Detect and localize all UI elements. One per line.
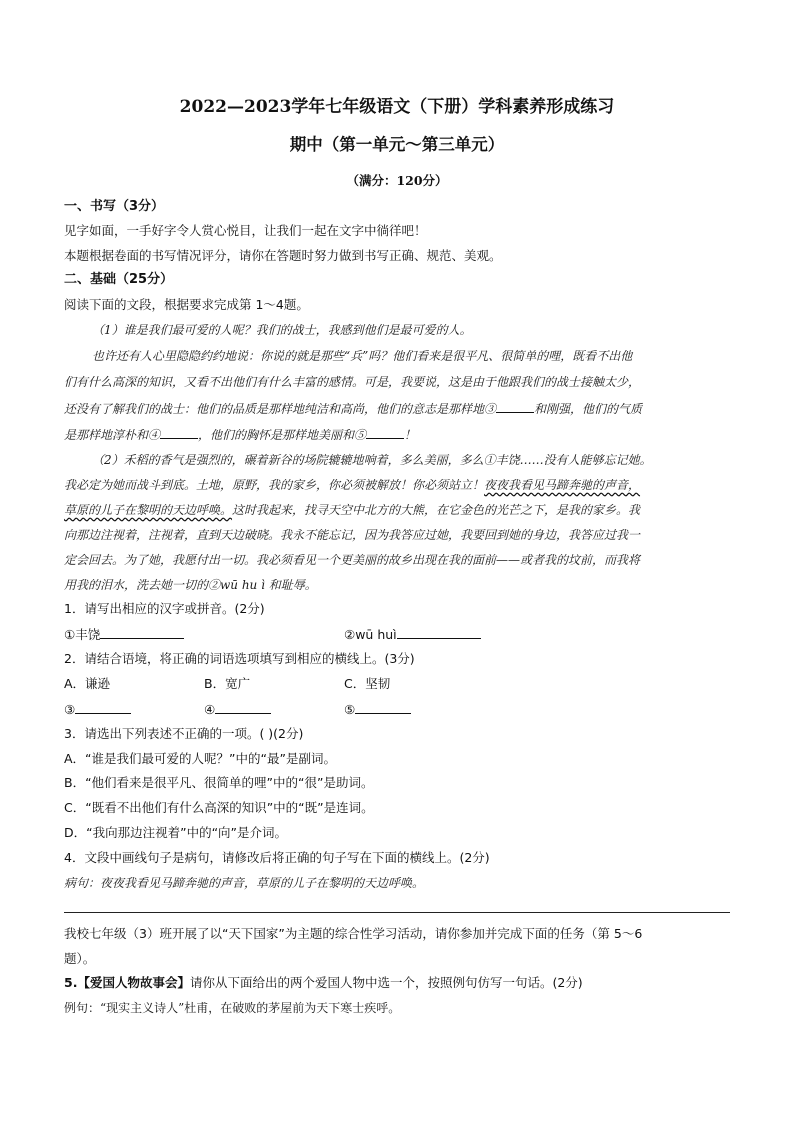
q5-example-sentence: 例句：“现实主义诗人”杜甫，在破败的茅屋前为天下寒士疾呼。: [64, 1001, 401, 1015]
q2-blank-row-3: [64, 700, 131, 719]
total-score: （满分：120分）: [346, 173, 448, 188]
passage-3-line-3: [64, 501, 640, 519]
q2-blank-4-label: ④: [204, 702, 216, 717]
q2-blank-row-4: [204, 700, 271, 719]
passage-2-line-4: [64, 425, 416, 444]
passage-2-line-3-text-a: 还没有了解我们的战士：他们的品质是那样地纯洁和高尚，他们的意志是那样地③: [64, 402, 497, 416]
passage-2-line-4-text-c: ！: [404, 428, 417, 442]
q1-item-a-label: ①丰饶: [64, 627, 101, 642]
q4-answer-line[interactable]: [64, 912, 730, 913]
exam-title: 2022—2023学年七年级语文（下册）学科素养形成练习: [179, 97, 615, 117]
q1-answer-a[interactable]: [100, 625, 184, 639]
section-writing-heading: 一、书写（3分）: [64, 199, 165, 214]
q3-option-a: A．“谁是我们最可爱的人呢？”中的“最”是副词。: [64, 751, 336, 766]
section-basics-heading: 二、基础（25分）: [64, 272, 174, 287]
q2-answer-5[interactable]: [355, 700, 411, 714]
q3-option-c: C．“既看不出他们有什么高深的知识”中的“既”是连词。: [64, 800, 374, 815]
q1-item-b-label: ②wū huì: [344, 627, 397, 642]
passage-2-line-4-text-a: 是那样地淳朴和④: [64, 428, 161, 442]
passage-3-line-6: 用我的泪水，洗去她一切的②wū hu ì 和耻辱。: [64, 578, 317, 592]
passage-2-line-3: [64, 399, 642, 418]
q2-blank-3-label: ③: [64, 702, 76, 717]
activity-intro-line-1: 我校七年级（3）班开展了以“天下国家”为主题的综合性学习活动，请你参加并完成下面的任务（第 5～6: [64, 926, 643, 941]
blank-5[interactable]: [366, 425, 404, 439]
passage-1-line: （1）谁是我们最可爱的人呢？我们的战士，我感到他们是最可爱的人。: [92, 323, 472, 337]
q1-answer-b[interactable]: [397, 625, 481, 639]
writing-line-2: 本题根据卷面的书写情况评分，请你在答题时努力做到书写正确、规范、美观。: [64, 248, 502, 263]
question-2: 2．请结合语境，将正确的词语选项填写到相应的横线上。(3分): [64, 651, 415, 666]
passage-3-line-4: 向那边注视着，注视着，直到天边破晓。我永不能忘记，因为我答应过她，我要回到她的身边，我答应过我一: [64, 528, 641, 542]
question-1-item-a: [64, 625, 184, 644]
q2-option-c: C．坚韧: [344, 676, 391, 691]
passage-2-line-2: 们有什么高深的知识，又看不出他们有什么丰富的感情。可是，我要说，这是由于他跟我们的战士接触太少，: [64, 375, 641, 389]
passage-3-line-1: （2）禾稻的香气是强烈的，碾着新谷的场院辘辘地响着，多么美丽，多么①丰饶……没有人能够忘记她。: [92, 453, 652, 467]
q2-answer-4[interactable]: [215, 700, 271, 714]
q2-option-a: A．谦逊: [64, 676, 111, 691]
q2-blank-row-5: [344, 700, 411, 719]
q2-option-b: B．宽广: [204, 676, 251, 691]
question-5: [64, 974, 583, 992]
q2-answer-3[interactable]: [75, 700, 131, 714]
q3-option-b: B．“他们看来是很平凡、很简单的哩”中的“很”是助词。: [64, 775, 374, 790]
blank-4[interactable]: [160, 425, 198, 439]
passage-3-line-3-text: 这时我起来，找寻天空中北方的大熊，在它金色的光芒之下，是我的家乡。我: [232, 503, 641, 517]
blank-3[interactable]: [496, 399, 534, 413]
activity-intro-line-2: 题）。: [64, 951, 96, 966]
passage-2-line-4-text-b: ，他们的胸怀是那样地美丽和⑤: [198, 428, 367, 442]
passage-3-line-2-text: 我必定为她而战斗到底。土地，原野，我的家乡，你必须被解放！你必须站立！: [64, 478, 485, 492]
passage-intro: 阅读下面的文段，根据要求完成第 1～4题。: [64, 297, 309, 312]
q5-task-text: 请你从下面给出的两个爱国人物中选一个，按照例句仿写一句话。(2分): [189, 975, 583, 990]
exam-subtitle: 期中（第一单元～第三单元）: [289, 135, 505, 154]
q4-faulty-sentence: 病句：夜夜我看见马蹄奔驰的声音，草原的儿子在黎明的天边呼唤。: [64, 876, 425, 890]
q5-task-label: 5.【爱国人物故事会】: [64, 975, 190, 990]
question-4: 4．文段中画线句子是病句，请修改后将正确的句子写在下面的横线上。(2分): [64, 850, 490, 865]
question-1: 1．请写出相应的汉字或拼音。(2分): [64, 601, 265, 616]
passage-2-line-3-text-b: 和刚强，他们的气质: [534, 402, 643, 416]
passage-3-line-5: 定会回去。为了她，我愿付出一切。我必须看见一个更美丽的故乡出现在我的面前——或者我的坟前，而我将: [64, 553, 641, 567]
q2-blank-5-label: ⑤: [344, 702, 356, 717]
question-3: 3．请选出下列表述不正确的一项。( )(2分): [64, 726, 304, 741]
underlined-sentence-part-1: 夜夜我看见马蹄奔驰的声音，: [484, 478, 641, 492]
question-1-item-b: [344, 625, 481, 644]
passage-2-line-1: 也许还有人心里隐隐约约地说：你说的就是那些“兵”吗？他们看来是很平凡、很简单的哩，既看不出他: [92, 349, 633, 363]
q3-option-d: D．“我向那边注视着”中的“向”是介词。: [64, 825, 288, 840]
writing-line-1: 见字如面，一手好字令人赏心悦目，让我们一起在文字中徜徉吧！: [64, 223, 427, 238]
underlined-sentence-part-2: 草原的儿子在黎明的天边呼唤。: [64, 503, 233, 517]
passage-3-line-2: [64, 476, 640, 494]
